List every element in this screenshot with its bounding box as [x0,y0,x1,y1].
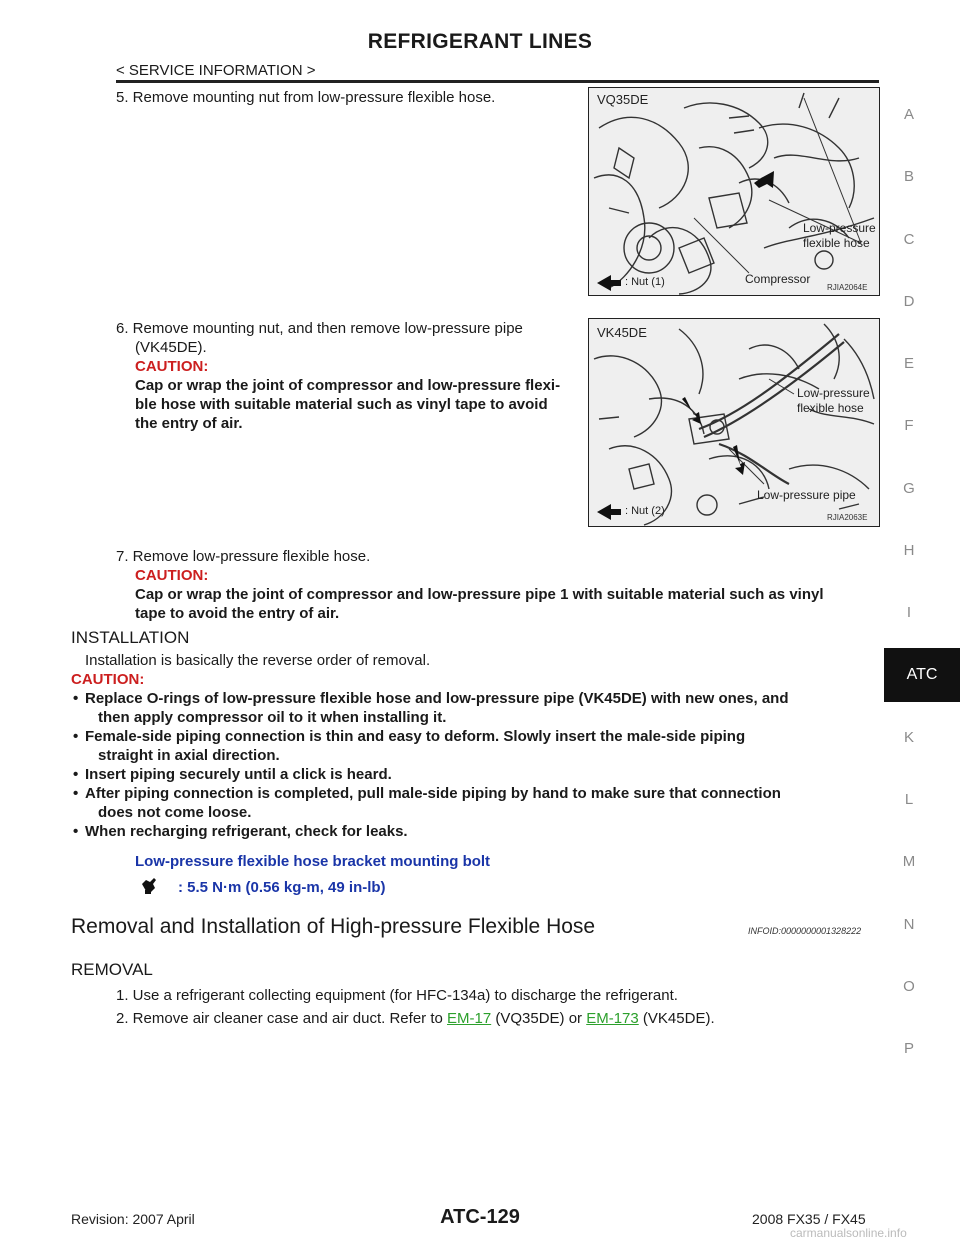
installation-bullet-1-line-1: Replace O-rings of low-pressure flexible hose and low-pressure pipe (VK45DE) with new ones, and [85,690,789,707]
installation-heading: INSTALLATION [71,628,190,647]
step-7-caution-label: CAUTION: [135,567,209,584]
installation-bullet-4-line-2: does not come loose. [98,804,252,821]
figure1-legend: : Nut (1) [625,276,665,288]
link-em-173[interactable]: EM-173 [586,1010,639,1027]
step-6-caution-line-1: Cap or wrap the joint of compressor and low-pressure flexi- [135,377,561,394]
side-index-n[interactable]: N [903,916,915,933]
figure2-engine-label: VK45DE [597,325,647,340]
installation-bullet-4-line-1: After piping connection is completed, pull male-side piping by hand to make sure that connection [85,785,781,802]
side-index-e[interactable]: E [903,355,914,372]
figure-vq35de-illustration [589,88,879,295]
installation-bullet-3: Insert piping securely until a click is heard. [85,766,392,783]
figure1-compressor-label: Compressor [745,272,811,286]
hp-step-2-prefix: 2. Remove air cleaner case and air duct. Refer to [116,1010,447,1027]
hp-step-2 [116,1009,715,1028]
side-tab-atc[interactable]: ATC [884,648,960,702]
installation-bullet-2-line-2: straight in axial direction. [98,747,280,764]
info-id: INFOID:0000000001328222 [748,926,862,936]
torque-title: Low-pressure flexible hose bracket mounting bolt [135,853,491,870]
footer-model: 2008 FX35 / FX45 [752,1211,866,1227]
step-6-caution-label: CAUTION: [135,358,209,375]
step-5: 5. Remove mounting nut from low-pressure flexible hose. [116,89,496,106]
figure2-hose-label-2: flexible hose [797,401,864,415]
installation-caution-label: CAUTION: [71,671,145,688]
step-6-caution-line-2: ble hose with suitable material such as vinyl tape to avoid [135,396,548,413]
side-index-c[interactable]: C [903,231,915,248]
bullet-dot: • [73,728,79,745]
step-6-caution-line-3: the entry of air. [135,415,243,432]
figure1-hose-label-1: Low-pressure [803,221,876,235]
bullet-dot: • [73,785,79,802]
side-index-d[interactable]: D [903,293,915,310]
side-index-a[interactable]: A [903,106,914,123]
page-number: ATC-129 [440,1206,520,1228]
side-index-h[interactable]: H [903,542,915,559]
side-index-b[interactable]: B [903,168,914,185]
torque-wrench-icon [138,874,160,896]
figure1-hose-label-2: flexible hose [803,236,870,250]
figure1-code: RJIA2064E [827,283,868,292]
removal-heading: REMOVAL [71,960,153,979]
page-title: REFRIGERANT LINES [367,30,593,53]
high-pressure-heading: Removal and Installation of High-pressure Flexible Hose [71,915,596,938]
figure2-pipe-label: Low-pressure pipe [757,488,856,502]
bullet-dot: • [73,690,79,707]
footer-revision: Revision: 2007 April [71,1211,195,1227]
figure1-engine-label: VQ35DE [597,92,649,107]
figure2-legend: : Nut (2) [625,505,665,517]
bullet-dot: • [73,766,79,783]
link-em-17[interactable]: EM-17 [447,1010,492,1027]
watermark: carmanualsonline.info [790,1226,907,1240]
figure-vk45de [588,318,880,527]
side-index-p[interactable]: P [903,1040,914,1057]
installation-bullet-5: When recharging refrigerant, check for leaks. [85,823,408,840]
header-rule [116,80,879,83]
installation-intro: Installation is basically the reverse order of removal. [85,652,431,669]
torque-value: : 5.5 N·m (0.56 kg-m, 49 in-lb) [178,879,386,896]
step-7: 7. Remove low-pressure flexible hose. [116,548,371,565]
side-index-i[interactable]: I [906,604,912,621]
hp-step-1: 1. Use a refrigerant collecting equipment (for HFC-134a) to discharge the refrigerant. [116,987,678,1004]
step-6-line-2: (VK45DE). [135,339,207,356]
section-header: < SERVICE INFORMATION > [116,62,316,79]
step-7-caution-line-2: tape to avoid the entry of air. [135,605,340,622]
figure-vq35de [588,87,880,296]
figure2-hose-label-1: Low-pressure [797,386,870,400]
side-index-m[interactable]: M [902,853,916,870]
side-index-l[interactable]: L [904,791,914,808]
step-7-caution-line-1: Cap or wrap the joint of compressor and low-pressure pipe 1 with suitable material such as vinyl [135,586,824,603]
hp-step-2-mid: (VQ35DE) or [491,1010,587,1027]
side-index-k[interactable]: K [903,729,914,746]
hp-step-2-suffix: (VK45DE). [638,1010,715,1027]
figure2-code: RJIA2063E [827,513,868,522]
side-index-g[interactable]: G [903,480,915,497]
installation-bullet-1-line-2: then apply compressor oil to it when installing it. [98,709,447,726]
installation-bullet-2-line-1: Female-side piping connection is thin and easy to deform. Slowly insert the male-side piping [85,728,746,745]
side-index-o[interactable]: O [903,978,915,995]
side-index-f[interactable]: F [904,417,914,434]
bullet-dot: • [73,823,79,840]
step-6-line-1: 6. Remove mounting nut, and then remove low-pressure pipe [116,320,523,337]
